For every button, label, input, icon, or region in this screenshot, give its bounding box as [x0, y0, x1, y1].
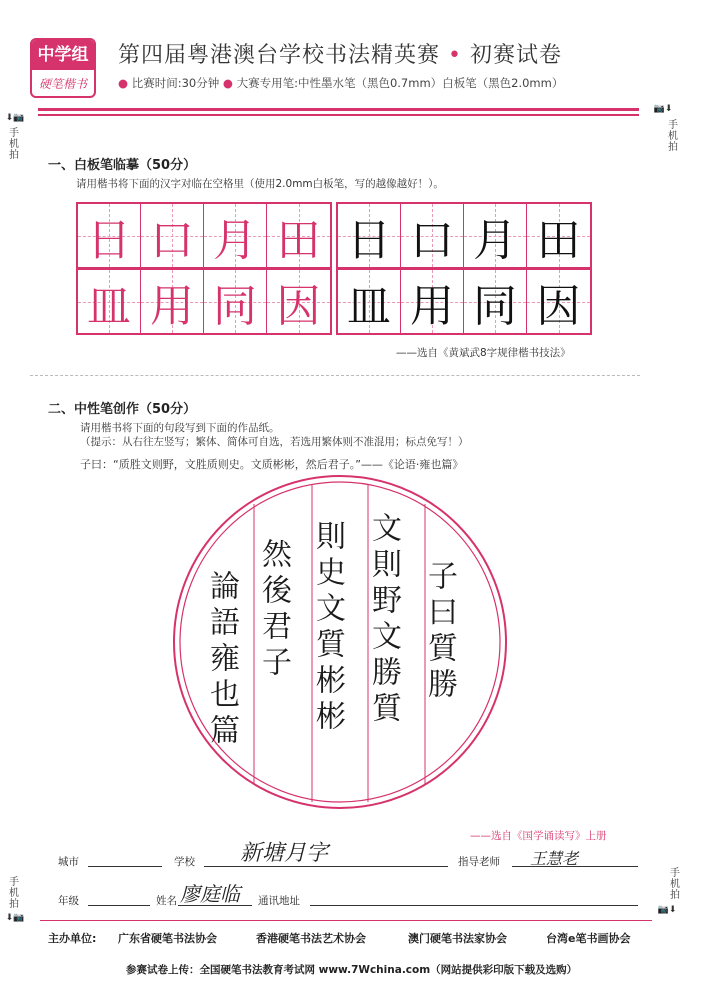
group-badge: [30, 38, 96, 98]
camera-icon: 📷⬇: [657, 905, 677, 915]
grid-character: 日: [87, 214, 131, 266]
copy-grid-row1: [76, 202, 592, 269]
practice-cell: [338, 204, 401, 267]
grid-character: 皿: [87, 280, 131, 332]
section2-instruction: 请用楷书将下面的句段写到下面的作品纸。: [80, 422, 280, 434]
teacher-label: 指导老师: [458, 856, 500, 868]
grid-character: 同: [473, 280, 517, 332]
stage-label: 初赛试卷: [470, 43, 563, 68]
model-cell: [78, 204, 141, 267]
grid-character: 用: [150, 280, 194, 332]
time-info: 比赛时间:30分钟: [131, 76, 220, 90]
writing-column-5: 論語雍也篇: [204, 570, 239, 750]
section2-hint: （提示：从右往左竖写；繁体、简体可自选，若选用繁体则不准混用；标点免写！）: [80, 436, 469, 448]
camera-icon: 📷⬇: [653, 104, 673, 114]
practice-cell: [401, 270, 464, 333]
grade-label: 年级: [58, 895, 79, 907]
model-cell: [267, 270, 330, 333]
pen-info: 大赛专用笔:中性墨水笔（黑色0.7mm）白板笔（黑色2.0mm）: [236, 76, 564, 90]
writing-column-4: 然後君子: [256, 538, 291, 682]
city-field[interactable]: [88, 866, 162, 867]
practice-cell: [464, 270, 527, 333]
practice-cell: [338, 270, 401, 333]
section1-source: ——选自《黄斌武8字规律楷书技法》: [396, 347, 571, 359]
phone-shot-label-right: 手机拍: [668, 120, 678, 153]
model-cell: [141, 204, 204, 267]
name-label: 姓名: [156, 895, 177, 907]
grid-character: 月: [213, 214, 257, 266]
camera-icon: ⬇📷: [5, 113, 25, 123]
grid-character: 同: [213, 280, 257, 332]
title-dot: •: [448, 43, 462, 68]
group-label: 中学组: [32, 40, 94, 70]
writing-column-2: 文則野文勝質: [366, 512, 401, 728]
section2-source: ——选自《国学诵读写》上册: [470, 830, 607, 842]
model-cell: [141, 270, 204, 333]
organizer-1: 广东省硬笔书法协会: [118, 932, 217, 945]
copy-grid-row2: [76, 268, 592, 335]
organizer-2: 香港硬笔书法艺术协会: [256, 932, 366, 945]
contest-name: 第四届粤港澳台学校书法精英赛: [118, 43, 441, 68]
bullet-icon: ●: [222, 76, 233, 90]
name-value: 廖庭临: [180, 882, 240, 906]
model-cell: [204, 204, 267, 267]
practice-cell: [464, 204, 527, 267]
organizer-3: 澳门硬笔书法家协会: [408, 932, 507, 945]
grid-character: 口: [410, 214, 454, 266]
contest-info: [118, 75, 563, 91]
model-cell: [78, 270, 141, 333]
header-rule-thin: [38, 114, 639, 116]
practice-cell: [401, 204, 464, 267]
address-field[interactable]: [310, 905, 638, 906]
grid-character: 用: [410, 280, 454, 332]
grid-character: 因: [536, 280, 581, 332]
upload-info: 参赛试卷上传：全国硬笔书法教育考试网 www.7Wchina.com（网站提供彩印版下载及选购）: [126, 964, 578, 976]
model-cell: [204, 270, 267, 333]
model-cell: [267, 204, 330, 267]
section2-title: 二、中性笔创作（50分）: [48, 402, 197, 417]
section1-title: 一、白板笔临摹（50分）: [48, 158, 197, 173]
grid-character: 田: [536, 214, 581, 266]
practice-cell: [527, 204, 590, 267]
grade-field[interactable]: [88, 905, 150, 906]
writing-column-3: 則史文質彬彬: [310, 520, 345, 736]
grid-character: 口: [150, 214, 194, 266]
page-title: [118, 38, 562, 69]
phone-shot-label-left-bottom: 手机拍: [9, 877, 19, 910]
address-label: 通讯地址: [258, 895, 300, 907]
footer-rule: [40, 920, 652, 921]
grid-character: 田: [276, 214, 321, 266]
school-label: 学校: [174, 856, 195, 868]
grid-character: 日: [347, 214, 391, 266]
organizers-label: 主办单位:: [48, 932, 97, 945]
writing-column-1: 子曰質勝: [422, 560, 457, 704]
grid-character: 皿: [347, 280, 391, 332]
grid-character: 因: [276, 280, 321, 332]
organizer-4: 台湾e笔书画协会: [546, 932, 631, 945]
practice-cell: [527, 270, 590, 333]
phone-shot-label-left: 手机拍: [9, 128, 19, 161]
city-label: 城市: [58, 856, 79, 868]
bullet-icon: ●: [118, 76, 129, 90]
section2-quote: 子曰：“质胜文则野，文胜质则史。文质彬彬，然后君子。”——《论语·雍也篇》: [80, 458, 464, 471]
section1-instruction: 请用楷书将下面的汉字对临在空格里（使用2.0mm白板笔，写的越像越好！）。: [76, 178, 444, 190]
teacher-value: 王慧老: [530, 849, 579, 868]
header-rule: [38, 108, 639, 111]
style-label: 硬笔楷书: [38, 77, 87, 91]
section-divider: [30, 375, 640, 376]
grid-character: 月: [473, 214, 517, 266]
camera-icon: ⬇📷: [5, 913, 25, 923]
phone-shot-label-right-bottom: 手机拍: [670, 868, 680, 901]
school-value: 新塘月字: [240, 841, 329, 866]
